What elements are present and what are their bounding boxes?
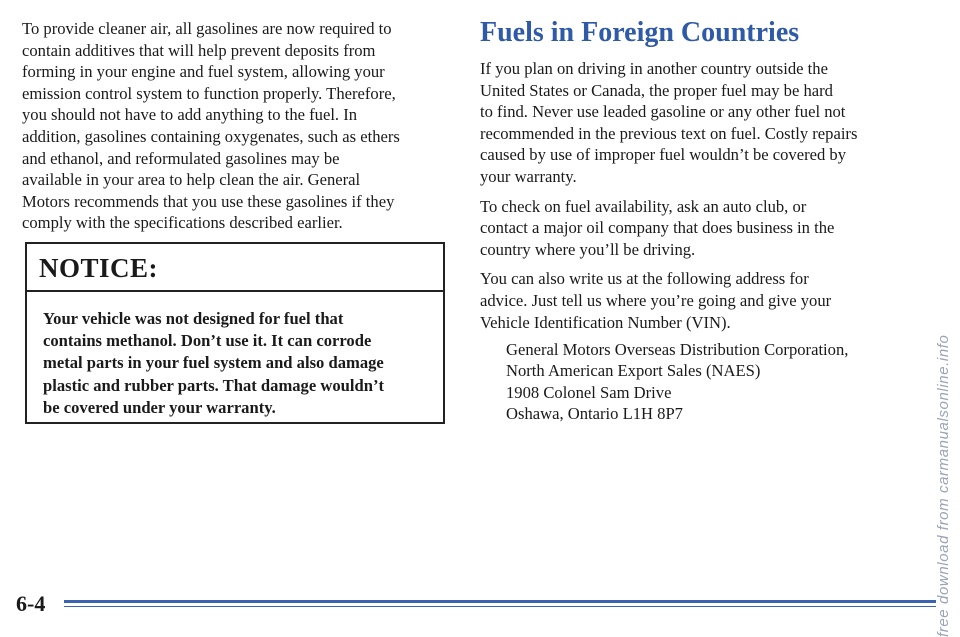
footer-rule-thin <box>64 606 936 607</box>
text-line: If you plan on driving in another country outside the <box>480 59 828 78</box>
notice-box <box>25 242 445 424</box>
text-line: country where you’ll be driving. <box>480 239 696 259</box>
address-line: Oshawa, Ontario L1H 8P7 <box>506 403 683 423</box>
text-line: Vehicle Identification Number (VIN). <box>480 312 731 332</box>
notice-heading: NOTICE: <box>27 244 443 292</box>
notice-body <box>27 292 443 419</box>
address-line: General Motors Overseas Distribution Corporation, <box>506 340 849 360</box>
text-line: contain additives that will help prevent deposits from <box>22 40 376 60</box>
text-line: To check on fuel availability, ask an auto club, or <box>480 196 807 216</box>
address-line: 1908 Colonel Sam Drive <box>506 382 672 402</box>
fuel-additives-paragraph <box>22 18 450 234</box>
text-line: recommended in the previous text on fuel. Costly repairs <box>480 123 858 143</box>
left-column <box>22 14 450 234</box>
text-line: To provide cleaner air, all gasolines are now required to <box>22 19 392 38</box>
text-line: available in your area to help clean the air. General <box>22 170 361 190</box>
notice-line: contains methanol. Don’t use it. It can corrode <box>43 331 372 351</box>
mailing-address <box>506 339 920 424</box>
text-line: United States or Canada, the proper fuel may be hard <box>480 80 833 100</box>
text-line: caused by use of improper fuel wouldn’t be covered by <box>480 145 847 165</box>
text-line: contact a major oil company that does business in the <box>480 218 835 238</box>
section-title: Fuels in Foreign Countries <box>480 17 800 48</box>
right-column <box>480 14 920 424</box>
notice-line: Your vehicle was not designed for fuel that <box>43 309 344 328</box>
text-line: you should not have to add anything to the fuel. In <box>22 105 358 125</box>
text-line: emission control system to function properly. Therefore, <box>22 83 396 103</box>
page-number: 6-4 <box>16 591 46 616</box>
text-line: forming in your engine and fuel system, allowing your <box>22 62 385 82</box>
text-line: to find. Never use leaded gasoline or any other fuel not <box>480 102 846 122</box>
write-us-paragraph <box>480 268 920 333</box>
text-line: your warranty. <box>480 166 577 186</box>
site-watermark: free download from carmanualsonline.info <box>935 334 952 637</box>
notice-line: be covered under your warranty. <box>43 397 276 417</box>
text-line: Motors recommends that you use these gasolines if they <box>22 191 395 211</box>
text-line: comply with the specifications described earlier. <box>22 213 343 233</box>
address-line: North American Export Sales (NAES) <box>506 361 761 381</box>
text-line: You can also write us at the following address for <box>480 269 809 289</box>
notice-line: plastic and rubber parts. That damage wouldn’t <box>43 375 384 395</box>
foreign-fuel-paragraph <box>480 58 920 188</box>
text-line: and ethanol, and reformulated gasolines may be <box>22 148 340 168</box>
footer-rule-thick <box>64 600 936 603</box>
text-line: addition, gasolines containing oxygenates, such as ethers <box>22 126 400 146</box>
notice-line: metal parts in your fuel system and also damage <box>43 353 384 373</box>
text-line: advice. Just tell us where you’re going and give your <box>480 290 832 310</box>
fuel-availability-paragraph <box>480 196 920 261</box>
